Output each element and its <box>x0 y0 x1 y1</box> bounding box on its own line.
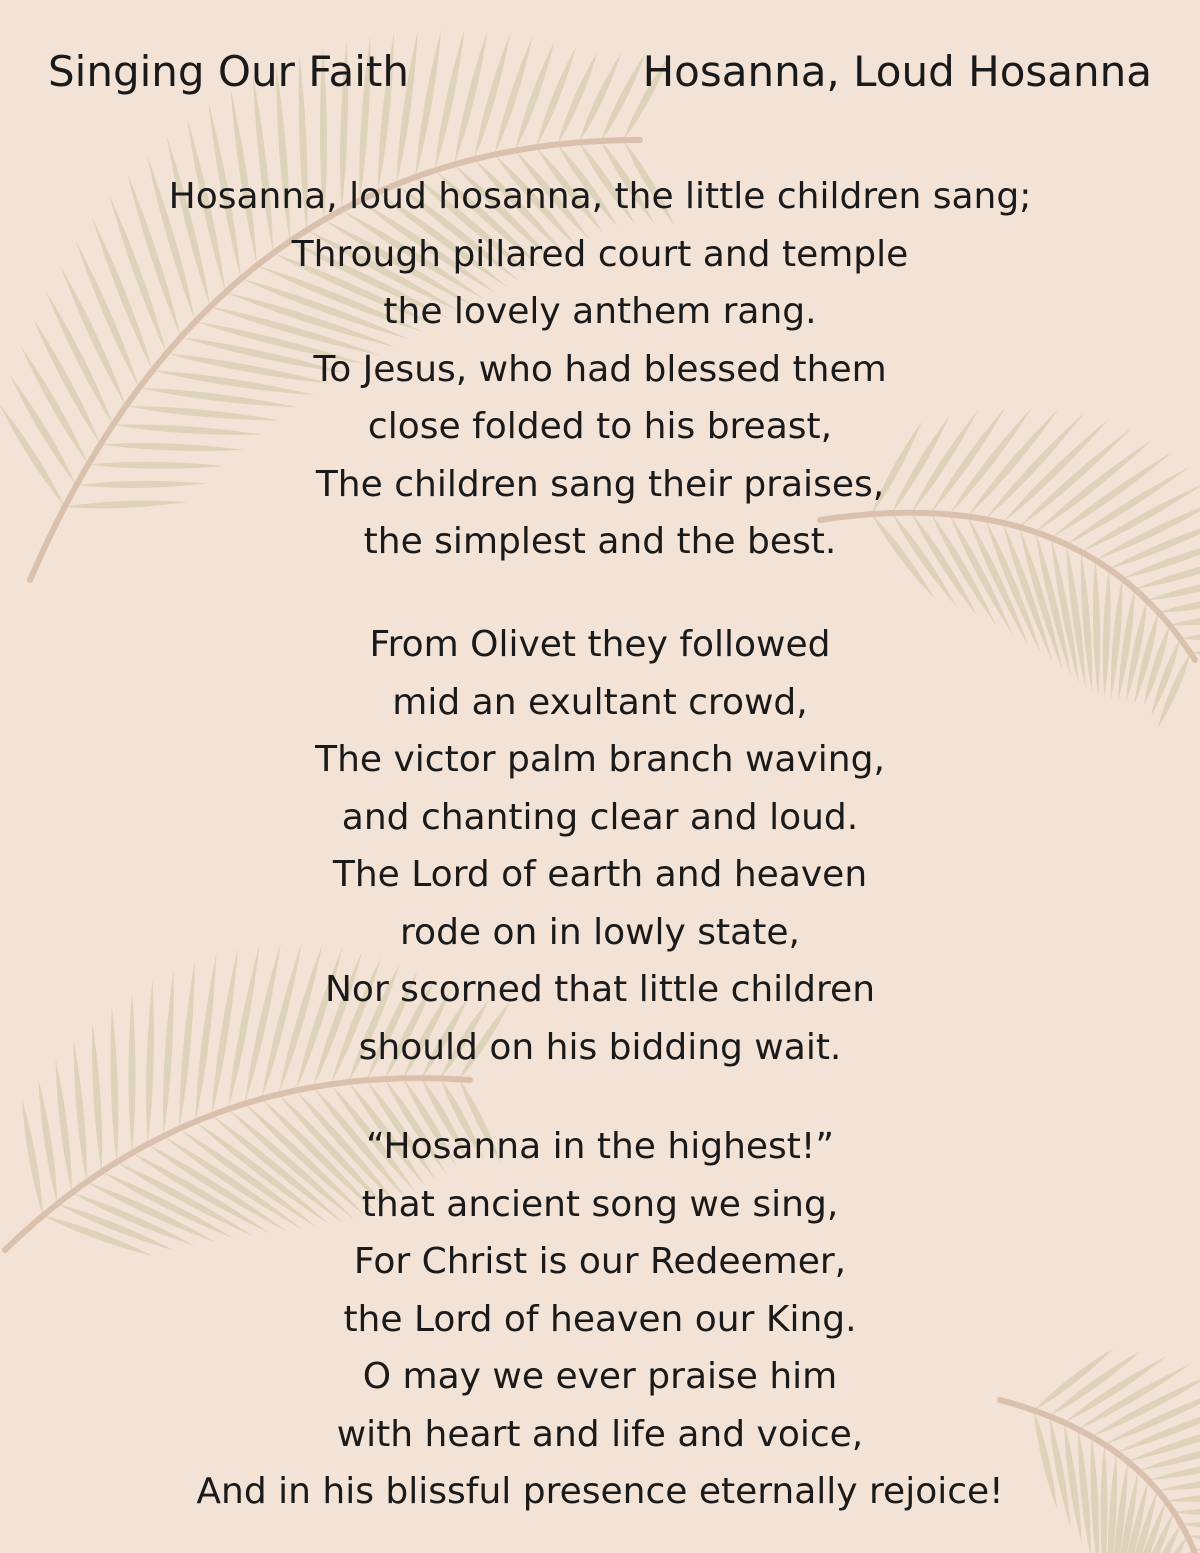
verse-line: To Jesus, who had blessed them <box>313 348 887 390</box>
verse-line: the Lord of heaven our King. <box>343 1298 857 1340</box>
verse-line: The victor palm branch waving, <box>315 739 885 780</box>
verse-line: that ancient song we sing, <box>361 1183 839 1225</box>
verse-line: Hosanna, loud hosanna, the little children sang; <box>168 176 1032 217</box>
verse-line: Through pillared court and temple <box>291 233 909 275</box>
verse-line: Nor scorned that little children <box>324 969 876 1010</box>
verse-line: The Lord of earth and heaven <box>332 854 868 895</box>
verse-line: mid an exultant crowd, <box>392 681 808 723</box>
verse-line: From Olivet they followed <box>369 624 831 665</box>
verse-2 <box>0 616 1200 1076</box>
verse-line: and chanting clear and loud. <box>341 796 859 838</box>
hymnal-title: Singing Our Faith <box>48 47 409 96</box>
verse-line: the simplest and the best. <box>363 521 837 562</box>
verse-1 <box>0 168 1200 571</box>
verse-line: O may we ever praise him <box>362 1356 838 1397</box>
verse-line: with heart and life and voice, <box>336 1413 864 1455</box>
verse-line: For Christ is our Redeemer, <box>353 1241 847 1282</box>
verse-line: rode on in lowly state, <box>400 911 800 953</box>
verse-line: the lovely anthem rang. <box>383 291 817 332</box>
verse-line: close folded to his breast, <box>367 406 833 447</box>
verse-line: should on his bidding wait. <box>358 1026 842 1068</box>
palm-leaflet <box>1158 596 1200 612</box>
verse-line: “Hosanna in the highest!” <box>366 1126 834 1167</box>
page-header <box>48 42 1152 102</box>
verse-line: And in his blissful presence eternally rejoice! <box>196 1471 1004 1512</box>
verse-3 <box>0 1118 1200 1521</box>
hymn-title: Hosanna, Loud Hosanna <box>642 47 1152 96</box>
verse-line: The children sang their praises, <box>315 463 885 505</box>
